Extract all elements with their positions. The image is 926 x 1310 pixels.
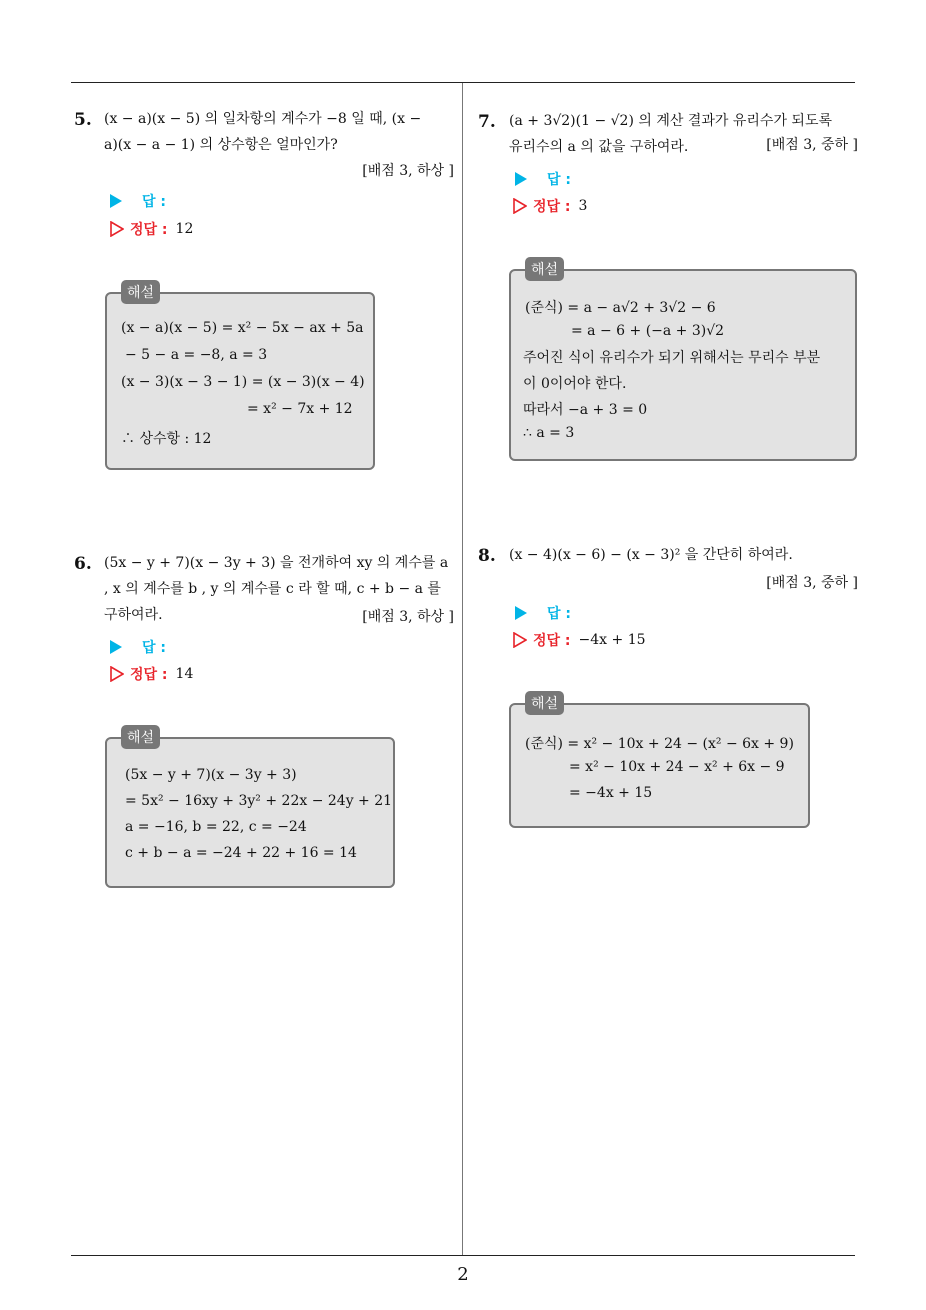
solution-box	[105, 730, 395, 888]
correct-label: 정답 :	[533, 633, 571, 649]
solution-box	[105, 285, 375, 470]
answer-row	[110, 191, 166, 211]
answer-row	[515, 603, 571, 623]
score-label: [배점 3, 중하 ]	[766, 137, 858, 153]
outline-triangle-icon	[513, 632, 527, 648]
solution-line: (준식) = a − a√2 + 3√2 − 6	[525, 300, 716, 316]
solution-line: 따라서 −a + 3 = 0	[523, 402, 648, 418]
question-line: (x − a)(x − 5) 의 일차항의 계수가 −8 일 때, (x −	[104, 111, 422, 127]
play-icon	[515, 606, 527, 620]
solution-line: = a − 6 + (−a + 3)√2	[571, 323, 725, 339]
problem-number: 6.	[74, 554, 92, 574]
solution-box	[509, 262, 857, 461]
question-line: (5x − y + 7)(x − 3y + 3) 을 전개하여 xy 의 계수를 a	[104, 555, 449, 571]
solution-line: = x² − 10x + 24 − x² + 6x − 9	[569, 759, 785, 775]
play-icon	[515, 172, 527, 186]
solution-line: (준식) = x² − 10x + 24 − (x² − 6x + 9)	[525, 736, 794, 752]
solution-line: = 5x² − 16xy + 3y² + 22x − 24y + 21	[125, 793, 393, 809]
answer-row	[110, 637, 166, 657]
solution-line: 이 0이어야 한다.	[523, 376, 627, 392]
play-icon	[110, 640, 122, 654]
answer-row	[515, 169, 571, 189]
solution-line: = x² − 7x + 12	[247, 401, 353, 417]
correct-label: 정답 :	[533, 199, 571, 215]
answer-label: 답 :	[547, 606, 571, 622]
question-line: 유리수의 a 의 값을 구하여라.	[509, 139, 689, 155]
score-label: [배점 3, 하상 ]	[362, 609, 454, 625]
correct-value: 14	[175, 666, 194, 682]
correct-value: 3	[578, 198, 588, 214]
play-icon	[110, 194, 122, 208]
solution-line: = −4x + 15	[569, 785, 653, 801]
correct-label: 정답 :	[130, 667, 168, 683]
correct-value: −4x + 15	[578, 632, 646, 648]
problem-number: 7.	[478, 112, 496, 132]
solution-line: ∴ a = 3	[523, 425, 575, 441]
outline-triangle-icon	[513, 198, 527, 214]
solution-tag: 해설	[121, 725, 160, 749]
question-line: (x − 4)(x − 6) − (x − 3)² 을 간단히 하여라.	[509, 547, 793, 563]
problem-number: 5.	[74, 110, 92, 130]
outline-triangle-icon	[110, 221, 124, 237]
solution-tag: 해설	[121, 280, 160, 304]
answer-label: 답 :	[547, 172, 571, 188]
correct-label: 정답 :	[130, 222, 168, 238]
solution-tag: 해설	[525, 691, 564, 715]
solution-line: (x − a)(x − 5) = x² − 5x − ax + 5a	[121, 320, 364, 336]
solution-line: a = −16, b = 22, c = −24	[125, 819, 307, 835]
solution-line: − 5 − a = −8, a = 3	[125, 347, 268, 363]
question-line: a)(x − a − 1) 의 상수항은 얼마인가?	[104, 137, 338, 153]
score-label: [배점 3, 중하 ]	[766, 575, 858, 591]
solution-box	[509, 696, 810, 828]
solution-line: ∴ 상수항 : 12	[121, 431, 212, 447]
correct-value: 12	[175, 221, 194, 237]
correct-answer-row	[513, 196, 587, 216]
question-line: , x 의 계수를 b , y 의 계수를 c 라 할 때, c + b − a 를	[104, 581, 441, 597]
answer-label: 답 :	[142, 194, 166, 210]
problem-number: 8.	[478, 546, 496, 566]
question-line: (a + 3√2)(1 − √2) 의 계산 결과가 유리수가 되도록	[509, 113, 832, 129]
correct-answer-row	[110, 219, 193, 239]
solution-line: (x − 3)(x − 3 − 1) = (x − 3)(x − 4)	[121, 374, 365, 390]
column-divider	[462, 83, 463, 1255]
answer-label: 답 :	[142, 640, 166, 656]
solution-line: 주어진 식이 유리수가 되기 위해서는 무리수 부분	[523, 350, 821, 366]
question-text	[104, 106, 456, 158]
score-label: [배점 3, 하상 ]	[362, 163, 454, 179]
correct-answer-row	[110, 664, 193, 684]
correct-answer-row	[513, 630, 646, 650]
header-rule	[71, 82, 855, 83]
solution-line: (5x − y + 7)(x − 3y + 3)	[125, 767, 297, 783]
question-line: 구하여라.	[104, 607, 163, 623]
solution-line: c + b − a = −24 + 22 + 16 = 14	[125, 845, 357, 861]
question-text	[509, 542, 859, 568]
outline-triangle-icon	[110, 666, 124, 682]
page-number: 2	[457, 1264, 469, 1285]
footer-rule	[71, 1255, 855, 1256]
solution-tag: 해설	[525, 257, 564, 281]
